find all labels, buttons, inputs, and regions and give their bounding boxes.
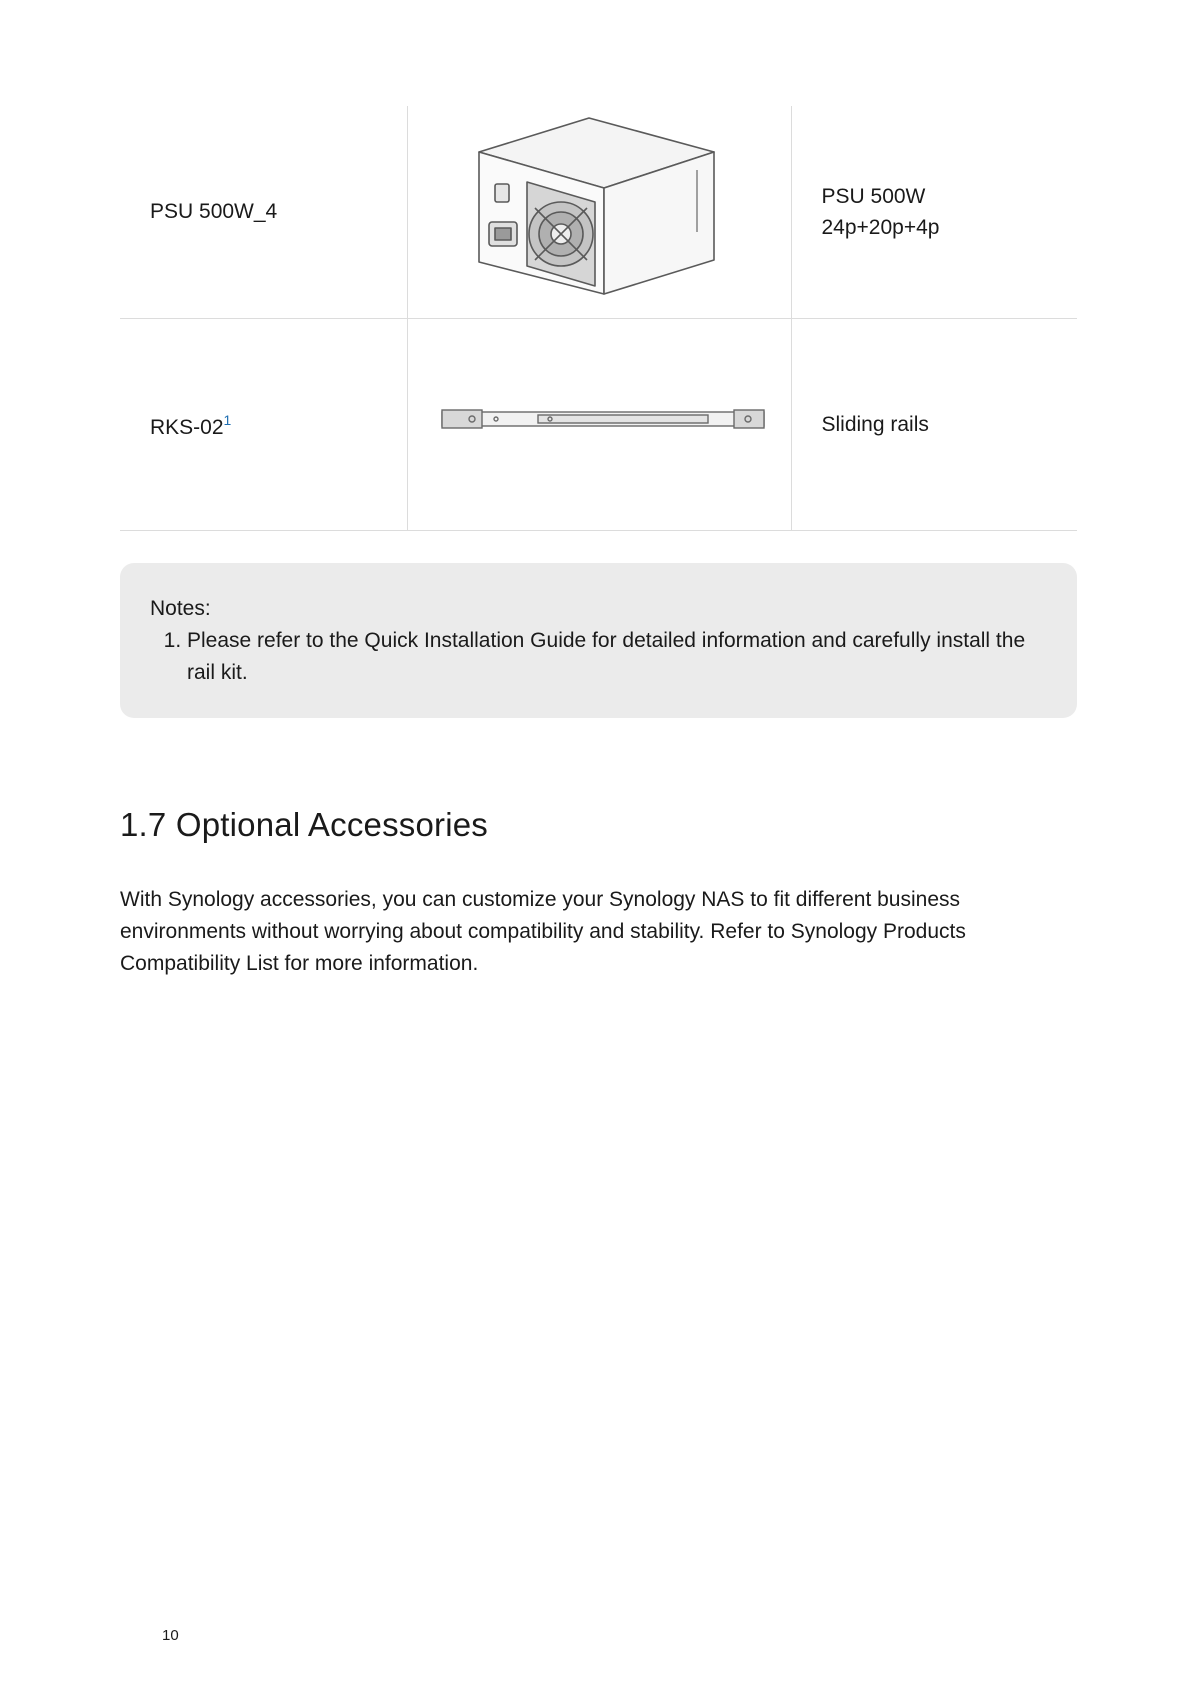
description-line: PSU 500W: [821, 184, 926, 208]
description-line: Sliding rails: [821, 412, 929, 436]
model-cell: [120, 106, 407, 318]
list-item: 1. Please refer to the Quick Installation Guide for detailed information and carefully install the rail kit.: [187, 625, 1047, 689]
page-number: 10: [162, 1627, 179, 1644]
model-name: RKS-02: [150, 416, 224, 439]
image-cell: [407, 106, 791, 318]
notes-box: [120, 563, 1077, 718]
section-heading: 1.7 Optional Accessories: [120, 806, 488, 843]
model-name: PSU 500W_4: [150, 200, 278, 224]
table-row: [120, 318, 1077, 530]
model-cell: [120, 318, 407, 530]
notes-list: [150, 625, 1047, 689]
description-line: 24p+20p+4p: [821, 215, 940, 239]
section-paragraph: With Synology accessories, you can customize your Synology NAS to fit different business environments without worrying about compatibility and stability. Refer to Synology Products Compatibility List for more information.: [120, 888, 966, 975]
accessories-table: [120, 106, 1077, 531]
table-row: [120, 106, 1077, 318]
image-cell: [407, 318, 791, 530]
psu-illustration: [469, 112, 729, 302]
footnote-marker[interactable]: 1: [223, 412, 232, 428]
notes-title: Notes:: [150, 597, 211, 620]
description-cell: [791, 318, 1077, 530]
sliding-rails-illustration: [438, 400, 768, 440]
description-cell: [791, 106, 1077, 318]
